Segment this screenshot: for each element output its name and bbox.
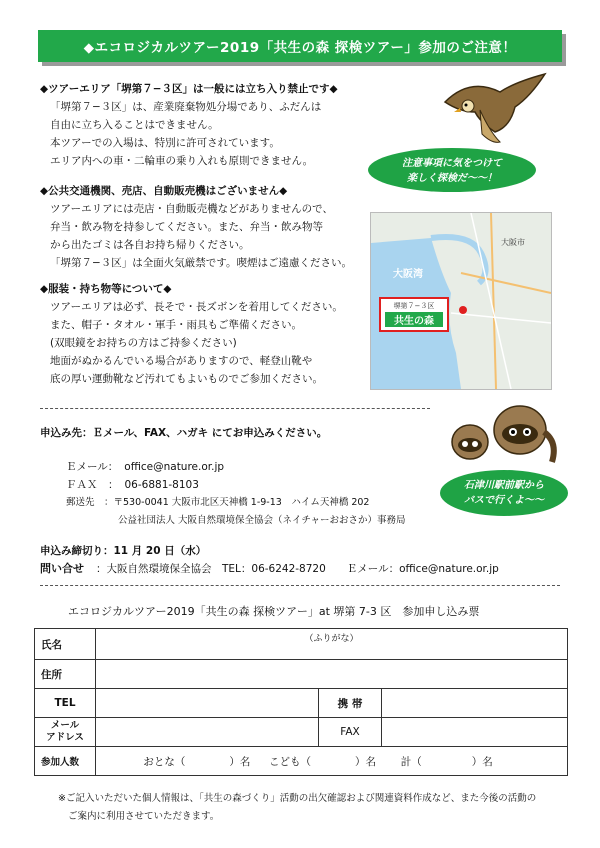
apply-deadline: 申込み締切り：11 月 20 日（水）: [40, 545, 207, 557]
apply-email-link[interactable]: office@nature.or.jp: [124, 461, 225, 473]
apply-contact-label: 問い合せ: [40, 562, 84, 575]
speech-bubble-tanuki: [440, 470, 568, 516]
form-mobile-field[interactable]: [382, 689, 568, 718]
divider: [40, 408, 430, 409]
section-line: (双眼鏡をお持ちの方はご持参ください): [50, 337, 237, 349]
form-name-label: 氏名: [35, 629, 96, 660]
section-line: 地面がぬかるんでいる場合がありますので、軽登山靴や: [50, 355, 313, 367]
form-address-field[interactable]: [96, 660, 568, 689]
map-marker: [459, 306, 467, 314]
form-unit: ）名: [229, 755, 251, 768]
section-line: エリア内への車・二輪車の乗り入れも原則できません。: [50, 155, 314, 167]
form-mail-label-line: メール: [50, 720, 80, 731]
section-line: 弁当・飲み物を持参してください。また、弁当・飲み物等: [50, 221, 323, 233]
tanuki-illustration: [440, 392, 560, 472]
apply-post-row: [66, 494, 369, 512]
form-title: エコロジカルツアー2019「共生の森 探検ツアー」at 堺第 7-3 区 参加申し込み票: [68, 605, 480, 618]
form-fax-field[interactable]: [382, 718, 568, 747]
form-count-label: 参加人数: [35, 747, 96, 776]
bubble-line: 石津川駅前駅から: [464, 480, 544, 491]
apply-fax-number: 06-6881-8103: [124, 479, 199, 491]
speech-bubble-hawk: [368, 148, 536, 192]
section-heading: ◆ツアーエリア「堺第７−３区」は一般には立ち入り禁止です◆: [40, 83, 338, 95]
section-heading: ◆服装・持ち物等について◆: [40, 283, 172, 295]
section-line: また、帽子・タオル・軍手・雨具もご準備ください。: [50, 319, 302, 331]
area-map: [370, 212, 552, 390]
form-adult-label: おとな（: [143, 755, 186, 768]
form-tel-label: TEL: [35, 689, 96, 718]
section-line: ツアーエリアには売店・自動販売機などがありませんので、: [50, 203, 333, 215]
apply-org: 公益社団法人 大阪自然環境保全協会（ネイチャーおおさか）事務局: [118, 515, 406, 526]
form-tel-field[interactable]: [96, 689, 319, 718]
section-heading: ◆公共交通機関、売店、自動販売機はございません◆: [40, 185, 288, 197]
form-fax-label: FAX: [319, 718, 382, 747]
section-restricted-area: [40, 80, 338, 170]
application-form: [34, 628, 568, 776]
form-address-label: 住所: [35, 660, 96, 689]
apply-contact-info: ：大阪自然環境保全協会 TEL：06-6242-8720 Ｅメール：office@nature.or.jp: [96, 563, 499, 575]
footnote-line: ※ご記入いただいた個人情報は、「共生の森づくり」活動の出欠確認および関連資料作成など、また今後の活動の: [58, 793, 537, 804]
form-unit: ）名: [355, 755, 377, 768]
apply-intro: 申込み先：Ｅメール、FAX、ハガキ にてお申込みください。: [40, 427, 328, 439]
divider: [40, 585, 560, 586]
section-line: 本ツアーでの入場は、特別に許可されています。: [50, 137, 280, 149]
page-banner: ◆エコロジカルツアー2019「共生の森 探検ツアー」参加のご注意！: [38, 30, 562, 62]
form-name-field[interactable]: [96, 629, 568, 660]
map-bay-label: 大阪湾: [393, 269, 423, 280]
section-line: 「堺第７−３区」は全面火気厳禁です。喫煙はご遠慮ください。: [50, 257, 352, 269]
section-clothing: [40, 280, 343, 388]
section-line: 「堺第７−３区」は、産業廃棄物処分場であり、ふだんは: [50, 101, 322, 113]
bubble-line: 注意事項に気をつけて: [402, 158, 502, 169]
bubble-line: バスで行くよ〜〜: [464, 495, 544, 506]
section-line: から出たゴミは各自お持ち帰りください。: [50, 239, 250, 251]
form-mail-field[interactable]: [96, 718, 319, 747]
apply-fax-row: [66, 476, 199, 494]
apply-contact-row: [40, 560, 499, 578]
form-child-label: こども（: [269, 755, 312, 768]
section-line: 底の厚い運動靴など汚れてもよいものでご参加ください。: [50, 373, 323, 385]
apply-post-address: 〒530-0041 大阪市北区天神橋 1-9-13 ハイム天神橋 202: [113, 497, 370, 508]
section-no-shops: [40, 182, 352, 272]
form-mail-label: [35, 718, 96, 747]
apply-email-label: Ｅメール：: [66, 461, 119, 473]
apply-post-label: 郵送先 ：: [66, 497, 114, 508]
form-total-label: 計（: [400, 755, 422, 768]
footnote-line: ご案内に利用させていただきます。: [68, 811, 220, 822]
hawk-illustration: [440, 72, 550, 152]
form-mail-label-line: アドレス: [46, 732, 84, 743]
form-furigana: （ふりがな）: [304, 634, 359, 644]
map-callout-line: 共生の森: [385, 312, 443, 327]
apply-email-row: [66, 458, 224, 476]
map-city-label: 大阪市: [501, 238, 525, 247]
form-unit: ）名: [471, 755, 493, 768]
bubble-line: 楽しく探検だ〜〜！: [407, 173, 497, 184]
form-mobile-label: 携 帯: [319, 689, 382, 718]
map-callout: [379, 297, 449, 332]
map-callout-line: 堺第７−３区: [393, 302, 435, 310]
form-count-field[interactable]: [96, 747, 568, 776]
section-line: 自由に立ち入ることはできません。: [50, 119, 219, 131]
footnote: [58, 790, 536, 826]
section-line: ツアーエリアは必ず、長そで・長ズボンを着用してください。: [50, 301, 343, 313]
apply-fax-label: ＦＡＸ ：: [66, 479, 119, 491]
